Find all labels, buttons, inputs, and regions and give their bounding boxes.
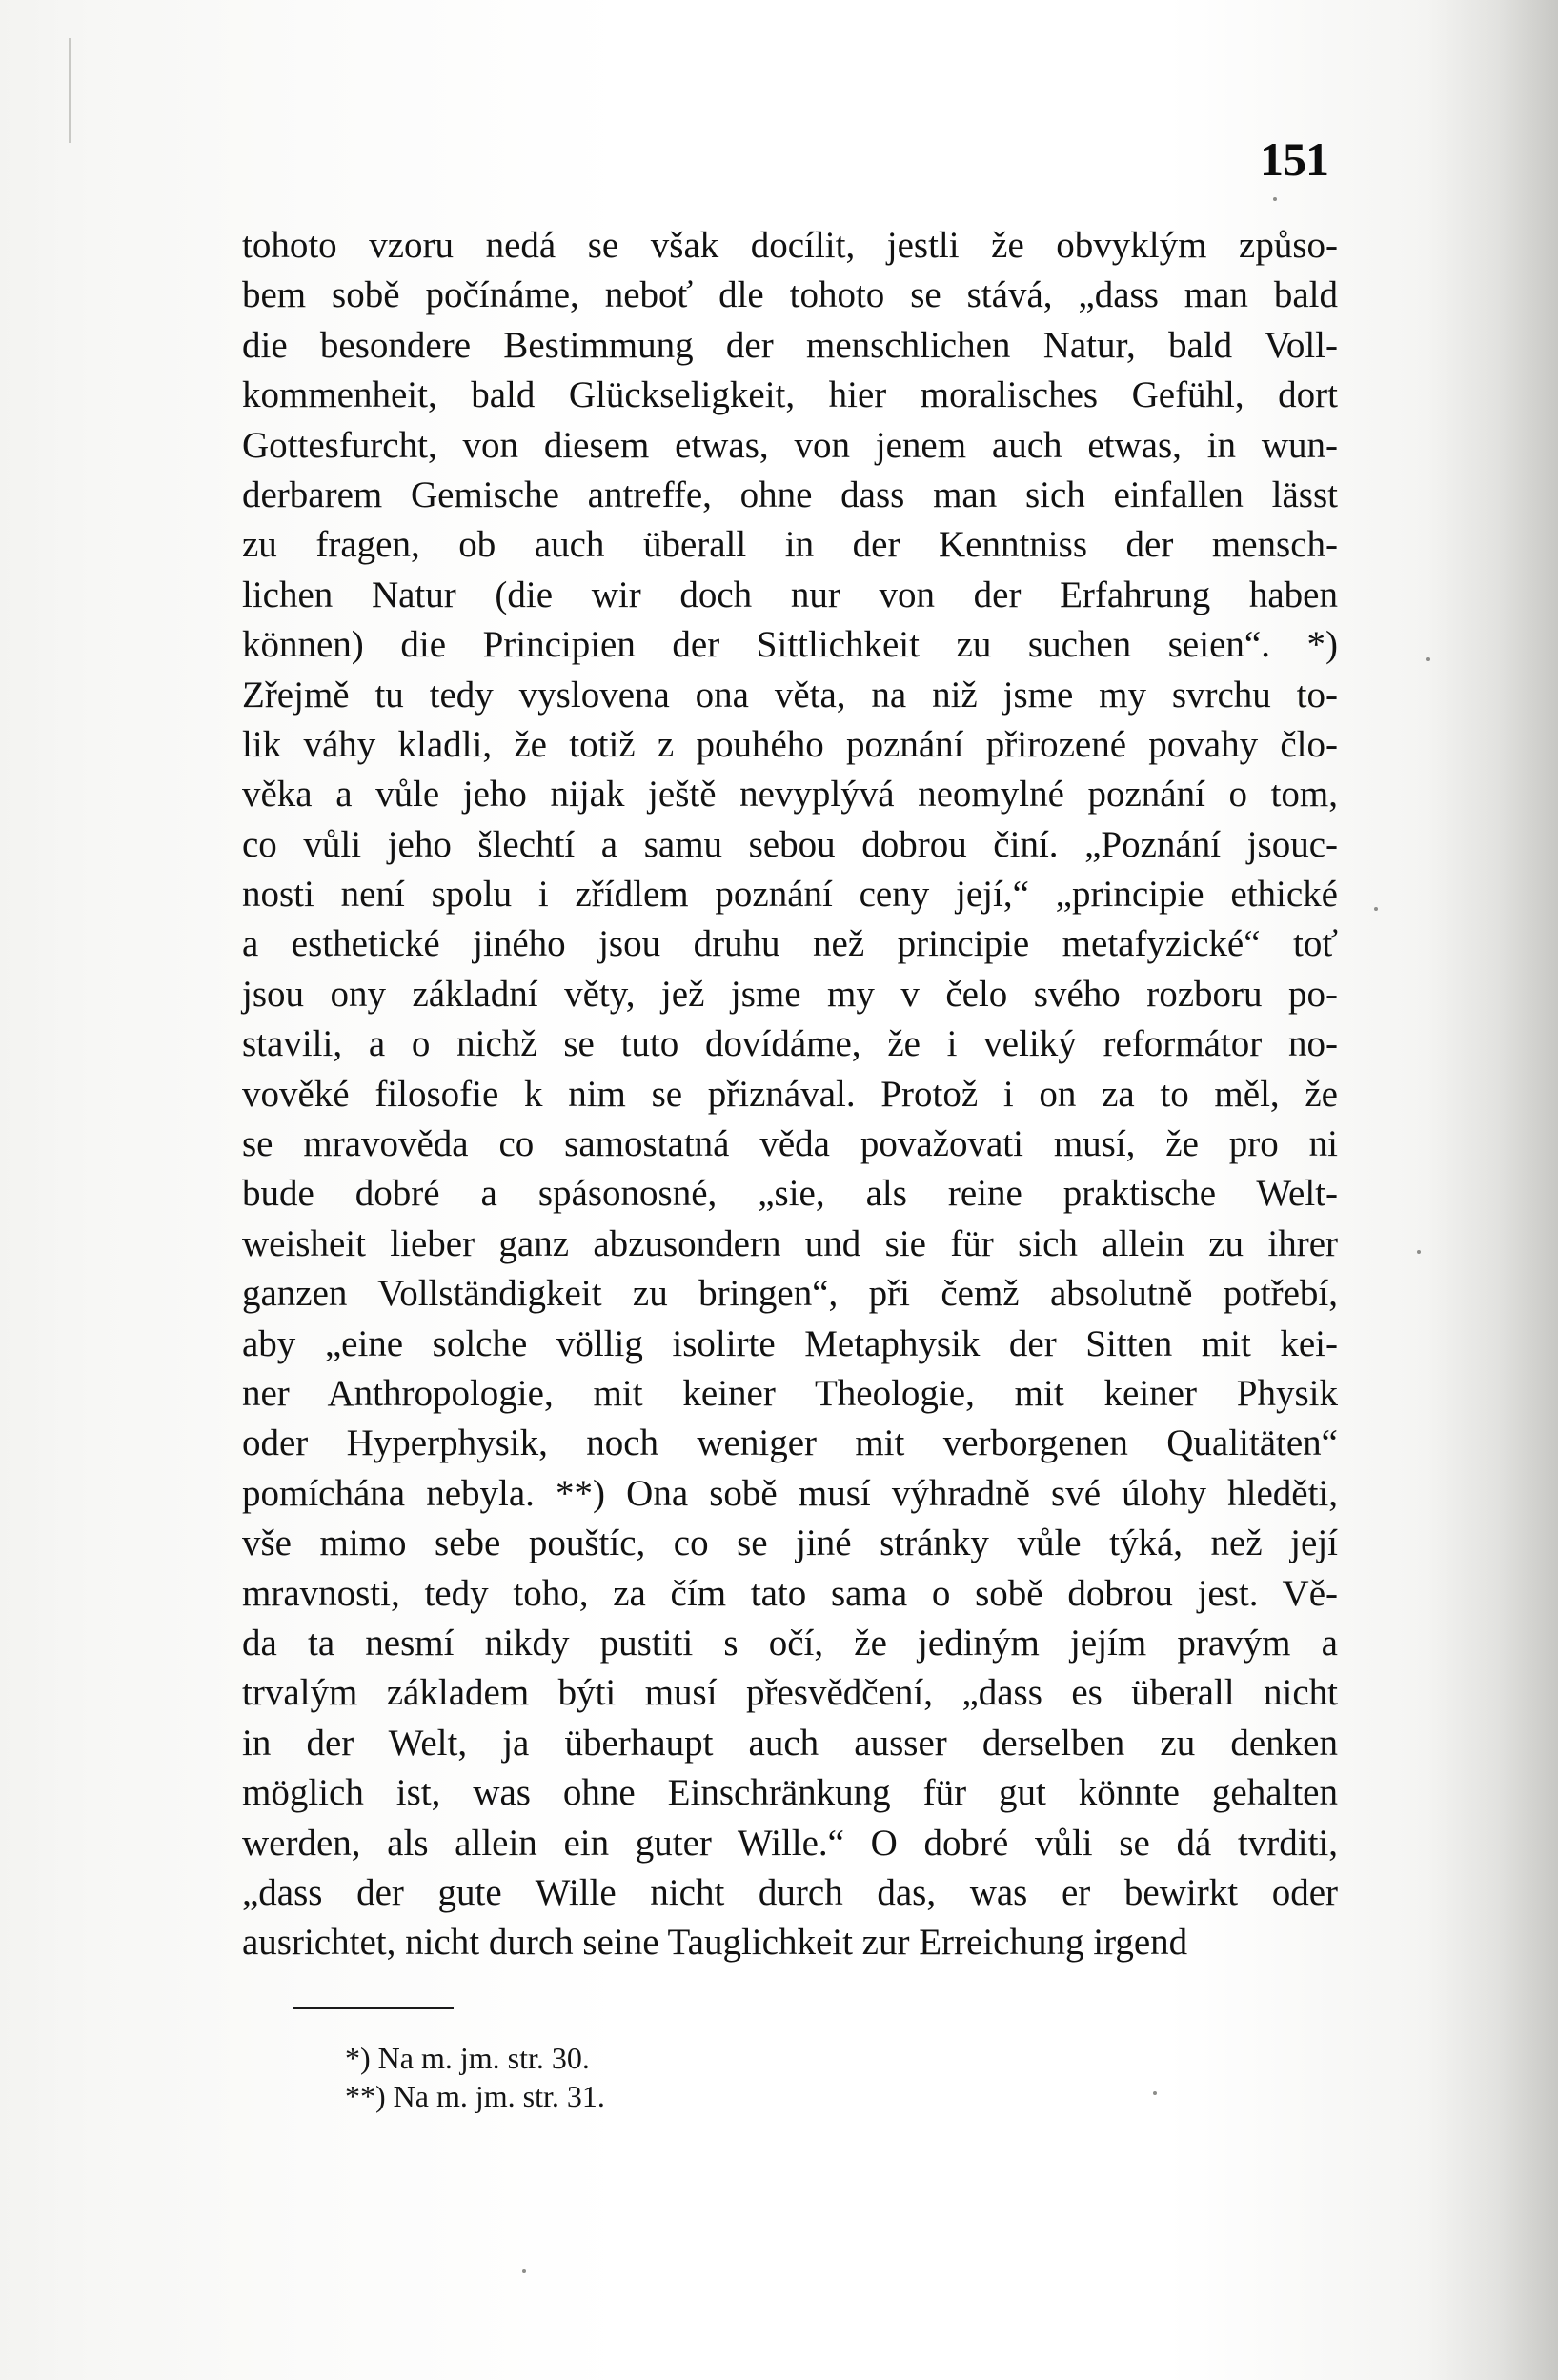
text-line: derbarem Gemische antreffe, ohne dass man sich einfallen lässt xyxy=(242,474,1338,515)
text-line: jsou ony základní věty, jež jsme my v čelo svého rozboru po- xyxy=(242,973,1338,1015)
paper-speck xyxy=(1153,2091,1157,2095)
text-line: mravnosti, tedy toho, za čím tato sama o sobě dobrou jest. Vě- xyxy=(242,1572,1338,1614)
text-line: aby „eine solche völlig isolirte Metaphysik der Sitten mit kei- xyxy=(242,1322,1338,1364)
binding-mark xyxy=(69,38,71,143)
paper-speck xyxy=(1426,657,1430,661)
text-line: bude dobré a spásonosné, „sie, als reine praktische Welt- xyxy=(242,1173,1338,1215)
text-line: nosti není spolu i zřídlem poznání ceny její,“ „principie ethické xyxy=(242,874,1338,916)
page-number: 151 xyxy=(1260,132,1328,186)
footnote-rule xyxy=(293,2007,454,2009)
body-text xyxy=(242,221,1338,1968)
text-line: oder Hyperphysik, noch weniger mit verborgenen Qualitäten“ xyxy=(242,1422,1338,1464)
paper-speck xyxy=(1417,1250,1421,1254)
text-line: ausrichtet, nicht durch seine Tauglichkeit zur Erreichung irgend xyxy=(242,1922,1188,1964)
footnotes xyxy=(345,2039,605,2115)
text-line: in der Welt, ja überhaupt auch ausser derselben zu denken xyxy=(242,1722,1338,1764)
text-line: da ta nesmí nikdy pustiti s očí, že jediným jejím pravým a xyxy=(242,1622,1338,1664)
text-line: bem sobě počínáme, neboť dle tohoto se stává, „dass man bald xyxy=(242,274,1338,316)
text-line: lichen Natur (die wir doch nur von der Erfahrung haben xyxy=(242,574,1338,615)
text-line: co vůli jeho šlechtí a samu sebou dobrou činí. „Poznání jsouc- xyxy=(242,823,1338,865)
text-line: pomíchána nebyla. **) Ona sobě musí výhradně své úlohy hleděti, xyxy=(242,1472,1338,1514)
text-line: zu fragen, ob auch überall in der Kenntniss der mensch- xyxy=(242,524,1338,566)
text-line: ganzen Vollständigkeit zu bringen“, při čemž absolutně potřebí, xyxy=(242,1273,1338,1315)
text-line: stavili, a o nichž se tuto dovídáme, že i veliký reformátor no- xyxy=(242,1023,1338,1065)
text-line: a esthetické jiného jsou druhu než principie metafyzické“ toť xyxy=(242,923,1338,965)
text-line: trvalým základem býti musí přesvědčení, „dass es überall nicht xyxy=(242,1672,1338,1714)
text-line: tohoto vzoru nedá se však docílit, jestli že obvyklým způso- xyxy=(242,225,1338,266)
footnote: **) Na m. jm. str. 31. xyxy=(345,2079,605,2113)
page-edge-shadow xyxy=(1425,0,1558,2380)
paper-speck xyxy=(1273,197,1277,201)
text-line: Zřejmě tu tedy vyslovena ona věta, na niž jsme my svrchu to- xyxy=(242,674,1338,716)
text-line: vověké filosofie k nim se přiznával. Protož i on za to měl, že xyxy=(242,1073,1338,1115)
text-line: se mravověda co samostatná věda považovati musí, že pro ni xyxy=(242,1123,1338,1165)
paper-speck xyxy=(522,2269,526,2273)
text-line: können) die Principien der Sittlichkeit zu suchen seien“. *) xyxy=(242,624,1338,666)
footnote: *) Na m. jm. str. 30. xyxy=(345,2041,590,2075)
text-line: „dass der gute Wille nicht durch das, was er bewirkt oder xyxy=(242,1871,1338,1913)
text-line: lik váhy kladli, že totiž z pouhého poznání přirozené povahy člo- xyxy=(242,723,1338,765)
text-line: werden, als allein ein guter Wille.“ O dobré vůli se dá tvrditi, xyxy=(242,1822,1338,1864)
text-line: věka a vůle jeho nijak ještě nevyplývá neomylné poznání o tom, xyxy=(242,774,1338,816)
text-line: vše mimo sebe pouštíc, co se jiné stránky vůle týká, než její xyxy=(242,1523,1338,1564)
text-line: kommenheit, bald Glückseligkeit, hier moralisches Gefühl, dort xyxy=(242,374,1338,416)
text-line: die besondere Bestimmung der menschlichen Natur, bald Voll- xyxy=(242,324,1338,366)
paper-speck xyxy=(1374,907,1378,911)
text-line: ner Anthropologie, mit keiner Theologie, mit keiner Physik xyxy=(242,1372,1338,1414)
text-line: Gottesfurcht, von diesem etwas, von jenem auch etwas, in wun- xyxy=(242,424,1338,466)
text-line: weisheit lieber ganz abzusondern und sie für sich allein zu ihrer xyxy=(242,1222,1338,1264)
text-line: möglich ist, was ohne Einschränkung für gut könnte gehalten xyxy=(242,1772,1338,1814)
